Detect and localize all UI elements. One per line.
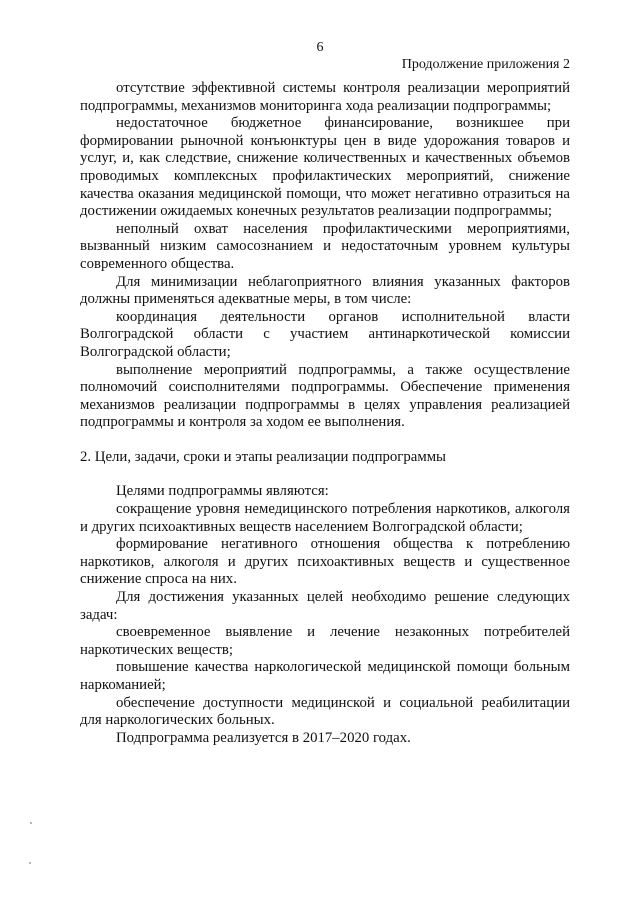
paragraph: обеспечение доступности медицинской и социальной реабилитации для наркологических больных. (80, 694, 570, 729)
paragraph: отсутствие эффективной системы контроля реализации мероприятий подпрограммы, механизмов мониторинга хода реализации подпрограммы; (80, 80, 570, 114)
paragraph: Подпрограмма реализуется в 2017–2020 годах. (116, 729, 411, 746)
paragraph: своевременное выявление и лечение незаконных потребителей наркотических веществ; (80, 624, 570, 658)
paragraph: недостаточное бюджетное финансирование, возникшее при формировании рыночной конъюнктуры цен в виде удорожания товаров и услуг, и, как следствие, снижение количественных и качественных объемов проводимых комплексных профилактических мероприятий, снижение качества оказания медицинской помощи, что может негативно отразиться на достижении ожидаемых конечных результатов реализации подпрограммы; (80, 115, 570, 220)
paragraph: повышение качества наркологической медицинской помощи больным наркоманией; (80, 659, 570, 693)
page-number: 6 (316, 40, 324, 55)
paragraph: формирование негативного отношения общества к потреблению наркотиков, алкоголя и других психоактивных веществ и существенное снижение спроса на них. (80, 536, 570, 588)
paragraph: Для достижения указанных целей необходимо решение следующих задач: (80, 589, 570, 623)
document-body (80, 80, 570, 747)
paragraph: координация деятельности органов исполнительной власти Волгоградской области с участием антинаркотической комиссии Волгоградской области; (80, 308, 570, 360)
paragraph: Целями подпрограммы являются: (116, 483, 329, 500)
scan-speck (29, 862, 31, 864)
paragraph: выполнение мероприятий подпрограммы, а также осуществление полномочий соисполнителями подпрограммы. Обеспечение применения механизмов реализации подпрограммы в целях управления реализацией подпрограммы и контроля за ходом ее выполнения. (80, 361, 570, 431)
section-heading: 2. Цели, задачи, сроки и этапы реализации подпрограммы (80, 448, 446, 465)
scan-speck (30, 822, 32, 824)
paragraph: неполный охват населения профилактическими мероприятиями, вызванный низким самосознанием и недостаточным уровнем культуры современного общества. (80, 220, 570, 272)
paragraph: Для минимизации неблагоприятного влияния указанных факторов должны применяться адекватные меры, в том числе: (80, 273, 570, 308)
paragraph: сокращение уровня немедицинского потребления наркотиков, алкоголя и других психоактивных веществ населением Волгоградской области; (80, 501, 570, 535)
continuation-label: Продолжение приложения 2 (401, 57, 570, 72)
